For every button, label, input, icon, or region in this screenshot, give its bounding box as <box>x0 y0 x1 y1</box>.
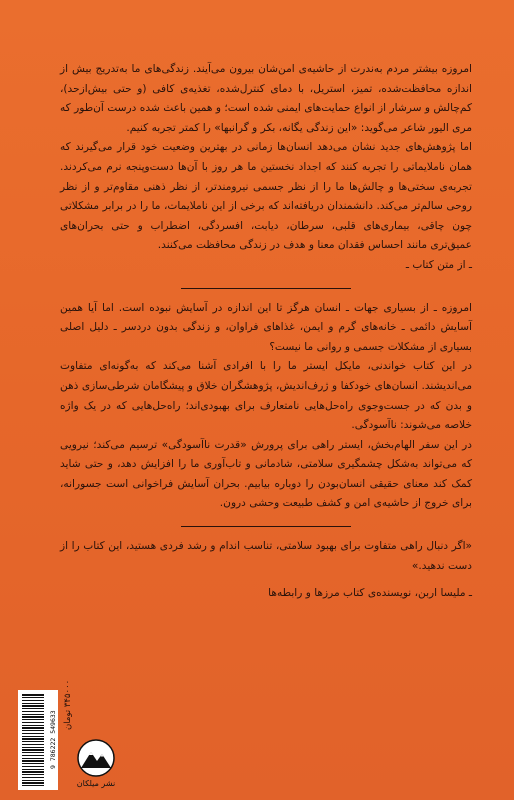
isbn-barcode <box>18 690 58 790</box>
endorsement-quote: «اگر دنبال راهی متفاوت برای بهبود سلامتی، تناسب اندام و رشد فردی هستید، این کتاب را از دست ندهید.» <box>60 540 472 572</box>
endorsement-author: ـ ملیسا اربن، نویسنده‌ی کتاب مرزها و رابطه‌ها <box>268 587 472 600</box>
publisher-logo <box>76 738 116 788</box>
publisher-block <box>18 680 118 790</box>
body-paragraph-1: امروزه ـ از بسیاری جهات ـ انسان هرگز تا این اندازه در آسایش نبوده است. اما آیا همین آسایش دائمی ـ خانه‌های گرم و ایمن، غذاهای فراوان، و زندگی بدون دردسر ـ دلیل اصلی بسیاری از مشکلات جسمی و روانی ما نیست؟ <box>60 301 472 353</box>
section-divider <box>181 288 351 289</box>
mountains-logo-icon <box>76 738 116 778</box>
body-paragraph-3: در این سفر الهام‌بخش، ایستر راهی برای پرورش «قدرت ناآسودگی» ترسیم می‌کند؛ نیرویی که می‌تواند به‌شکل چشمگیری سلامتی، شادمانی و تاب‌آوری ما را افزایش دهد، و حتی شاید کمک کند معنای حقیقی انسان‌بودن را دوباره بیابیم. بحران آسایش فراخوانی است جسورانه، برای خروج از حاشیه‌ی امن و کشف طبیعت وحشی درون. <box>60 438 472 510</box>
endorsement-block <box>60 537 472 604</box>
body-paragraph-2: در این کتاب خواندنی، مایکل ایستر ما را با افرادی آشنا می‌کند که به‌گونه‌ای متفاوت می‌اندیشند. انسان‌های خودکفا و ژرف‌اندیش، پژوهشگران خلاق و پیشگامان شرطی‌سازی ذهن و بدن که در جست‌وجوی راه‌حل‌هایی نامتعارف برای بهبودی‌اند؛ راه‌حل‌هایی که در یک واژه خلاصه می‌شوند: ناآسودگی. <box>60 360 472 432</box>
barcode-bars <box>22 694 44 786</box>
intro-paragraph-2: اما پژوهش‌های جدید نشان می‌دهد انسان‌ها زمانی در بهترین وضعیت خود قرار می‌گیرند که همان ناملایماتی را تجربه کنند که اجداد نخستین ما هر روز با آن‌ها دست‌وپنجه نرم می‌کردند. تجربه‌ی سختی‌ها و چالش‌ها ما را از نظر جسمی نیرومندتر، از نظر ذهنی مقاوم‌تر و از نظر روحی سالم‌تر می‌کند. دانشمندان دریافته‌اند که برخی از این ناملایمات، ما را در برابر مشکلاتی چون چاقی، بیماری‌های قلبی، سرطان، دیابت، افسردگی، اضطراب و حتی بحران‌های عمیق‌تری مانند احساس فقدان معنا و هدف در زندگی محافظت می‌کنند. <box>60 141 472 252</box>
intro-source: ـ از متن کتاب ـ <box>405 258 472 271</box>
cover-text-column <box>60 60 472 604</box>
price-label: ۳۴۵۰۰۰ تومان <box>63 680 73 731</box>
section-divider-2 <box>181 526 351 527</box>
isbn-number: 9 786222 549633 <box>49 710 57 770</box>
intro-paragraph-1: امروزه بیشتر مردم به‌ندرت از حاشیه‌ی امن‌شان بیرون می‌آیند. زندگی‌های ما به‌تدریج بیش از اندازه محافظت‌شده، تمیز، استریل، با دمای کنترل‌شده، تغذیه‌ی کافی (و حتی بیش‌ازحد)، کم‌چالش و سرشار از انواع حمایت‌های ایمنی شده است؛ و همین باعث شده درست آن‌طور که مری الیور شاعر می‌گوید: «این زندگی یگانه، بکر و گرانبها» را کمتر تجربه کنیم. <box>60 63 472 134</box>
publisher-name: نشر میلکان <box>76 779 116 788</box>
